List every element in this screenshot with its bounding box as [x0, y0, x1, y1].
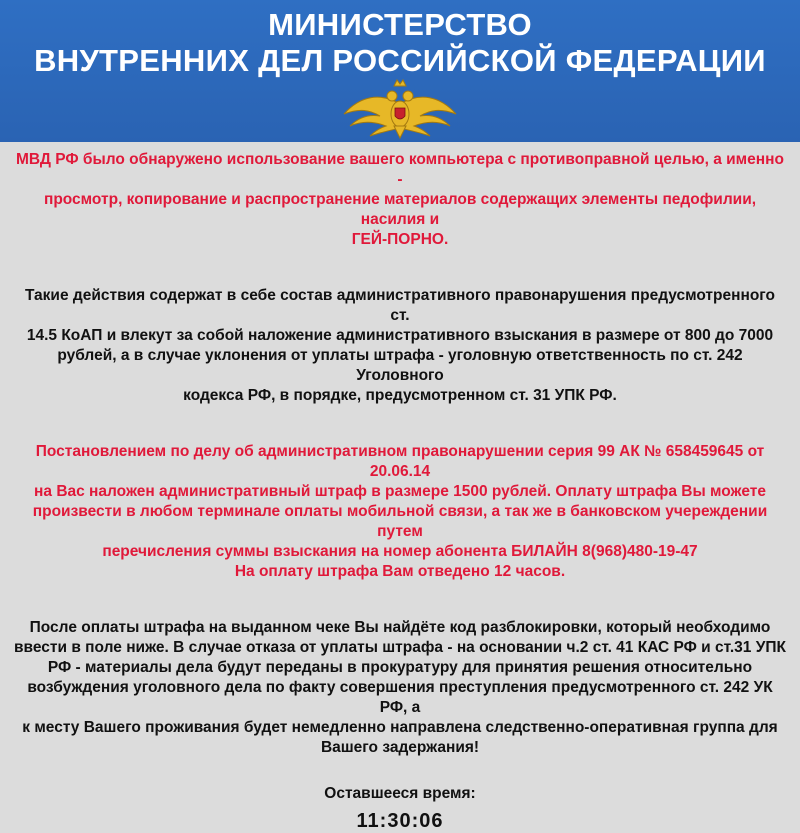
- violation-warning-text: [14, 150, 786, 250]
- title-line-2: ВНУТРЕННИХ ДЕЛ РОССИЙСКОЙ ФЕДЕРАЦИИ: [34, 43, 766, 78]
- double-headed-eagle-emblem-icon: [340, 74, 460, 140]
- unlock-line: После оплаты штрафа на выданном чеке Вы найдёте код разблокировки, который необходимо: [29, 619, 771, 636]
- fine-line: Постановлением по делу об административном правонарушении серия 99 АК № 658459645 от 20.06.14: [35, 443, 765, 480]
- warning-line: ГЕЙ-ПОРНО.: [351, 231, 449, 248]
- ministry-title: [0, 0, 800, 79]
- fine-line: На оплату штрафа Вам отведено 12 часов.: [234, 563, 566, 580]
- legal-line: кодекса РФ, в порядке, предусмотренном ст. 31 УПК РФ.: [183, 387, 617, 404]
- unlock-instructions-text: [14, 618, 786, 758]
- notice-content: [0, 150, 800, 833]
- unlock-line: Вашего задержания!: [320, 739, 480, 756]
- remaining-time-label: Оставшееся время:: [324, 785, 476, 802]
- legal-line: рублей, а в случае уклонения от уплаты штрафа - уголовную ответственность по ст. 242 Уголовного: [57, 347, 743, 384]
- unlock-line: РФ - материалы дела будут переданы в прокуратуру для принятия решения относительно: [47, 659, 753, 676]
- countdown-timer: 11:30:06: [356, 810, 444, 832]
- warning-line: просмотр, копирование и распространение материалов содержащих элементы педофилии, насилия и: [43, 191, 757, 228]
- warning-line: МВД РФ было обнаружено использование вашего компьютера с противоправной целью, а именно -: [16, 151, 784, 188]
- unlock-line: ввести в поле ниже. В случае отказа от уплаты штрафа - на основании ч.2 ст. 41 КАС РФ и ст.31 УПК: [14, 639, 786, 656]
- fine-line: перечисления суммы взыскания на номер абонента БИЛАЙН 8(968)480-19-47: [102, 543, 698, 560]
- fine-line: произвести в любом терминале оплаты мобильной связи, а так же в банковском учереждении путем: [32, 503, 768, 540]
- legal-line: Такие действия содержат в себе состав административного правонарушения предусмотренного ст.: [24, 287, 776, 324]
- legal-line: 14.5 КоАП и влекут за собой наложение административного взыскания в размере от 800 до 7000: [26, 327, 774, 344]
- header-banner: [0, 0, 800, 142]
- legal-basis-text: [14, 286, 786, 406]
- fine-line: на Вас наложен административный штраф в размере 1500 рублей. Оплату штрафа Вы можете: [34, 483, 766, 500]
- unlock-line: к месту Вашего проживания будет немедленно направлена следственно-оперативная группа для: [22, 719, 778, 736]
- fine-details-text: [14, 442, 786, 582]
- title-line-1: МИНИСТЕРСТВО: [268, 7, 532, 42]
- unlock-line: возбуждения уголовного дела по факту совершения преступления предусмотренного ст. 242 УК РФ, а: [27, 679, 773, 716]
